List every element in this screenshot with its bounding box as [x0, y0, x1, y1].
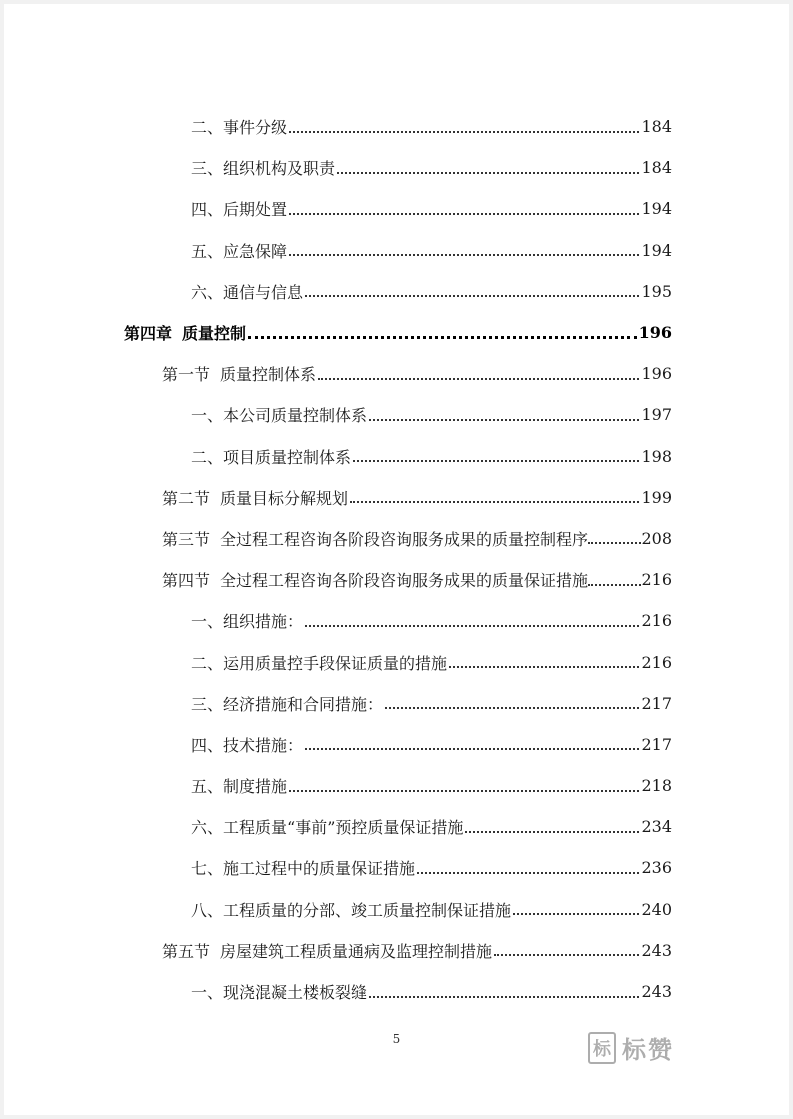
- toc-entry-page: 194: [641, 199, 672, 219]
- toc-entry[interactable]: [4, 971, 789, 1012]
- toc-dot-leader: [305, 748, 639, 750]
- toc-entry[interactable]: [4, 230, 789, 271]
- toc-entry-page: 216: [641, 570, 672, 590]
- watermark-badge-glyph: 标: [593, 1038, 611, 1060]
- toc-entry-number: 六、: [191, 818, 224, 838]
- toc-entry-number: 一、: [191, 612, 224, 632]
- toc-entry[interactable]: [4, 683, 789, 724]
- toc-dot-leader: [305, 625, 639, 627]
- toc-dot-leader: [588, 584, 641, 586]
- toc-dot-leader: [350, 501, 639, 503]
- toc-entry-page: 216: [641, 611, 672, 631]
- toc-entry-title: 质量控制: [182, 324, 247, 344]
- toc-entry-number: 八、: [191, 900, 224, 920]
- toc-dot-leader: [417, 872, 639, 874]
- toc-entry-title: 质量目标分解规划: [220, 488, 349, 508]
- toc-entry-page: 243: [641, 982, 672, 1002]
- toc-entry[interactable]: [4, 436, 789, 477]
- toc-entry[interactable]: [4, 724, 789, 765]
- toc-entry-number: 第五节: [162, 941, 211, 961]
- toc-entry-number: 二、: [191, 118, 224, 138]
- toc-entry-page: 216: [641, 652, 672, 672]
- toc-dot-leader: [588, 542, 641, 544]
- toc-entry-number: 四、: [191, 200, 224, 220]
- toc-entry-page: 198: [641, 446, 672, 466]
- toc-dot-leader: [369, 996, 639, 998]
- toc-entry-page: 217: [641, 693, 672, 713]
- toc-entry-page: 208: [641, 528, 672, 548]
- toc-entry[interactable]: [4, 188, 789, 229]
- toc-entry[interactable]: [4, 641, 789, 682]
- toc-entry[interactable]: [4, 477, 789, 518]
- toc-dot-leader: [353, 460, 639, 462]
- toc-entry-number: 第一节: [162, 365, 211, 385]
- toc-dot-leader: [289, 131, 639, 133]
- toc-entry[interactable]: [4, 147, 789, 188]
- toc-entry[interactable]: [4, 889, 789, 930]
- toc-dot-leader: [385, 707, 639, 709]
- toc-entry-number: 第二节: [162, 488, 211, 508]
- toc-entry-title: 通信与信息: [223, 282, 304, 302]
- toc-dot-leader: [318, 378, 639, 380]
- toc-entry-title: 技术措施：: [223, 735, 304, 755]
- toc-entry-number: 六、: [191, 282, 224, 302]
- toc-entry-title: 项目质量控制体系: [223, 447, 352, 467]
- toc-dot-leader: [465, 831, 639, 833]
- toc-entry[interactable]: [4, 518, 789, 559]
- toc-dot-leader: [494, 954, 639, 956]
- toc-entry-title: 经济措施和合同措施：: [223, 694, 384, 714]
- toc-entry[interactable]: [4, 271, 789, 312]
- toc-entry-title: 应急保障: [223, 241, 288, 261]
- toc-entry-number: 七、: [191, 859, 224, 879]
- watermark-logo: [588, 1030, 674, 1065]
- toc-entry-title: 施工过程中的质量保证措施: [223, 859, 416, 879]
- toc-entry[interactable]: [4, 106, 789, 147]
- toc-entry-title: 全过程工程咨询各阶段咨询服务成果的质量保证措施: [220, 571, 589, 591]
- toc-entry-title: 现浇混凝土楼板裂缝: [223, 983, 368, 1003]
- toc-entry-number: 一、: [191, 983, 224, 1003]
- toc-entry[interactable]: [4, 353, 789, 394]
- toc-entry-page: 240: [641, 899, 672, 919]
- toc-entry[interactable]: [4, 600, 789, 641]
- toc-entry-page: 196: [641, 364, 672, 384]
- toc-dot-leader: [337, 172, 639, 174]
- toc-entry-title: 工程质量“事前”预控质量保证措施: [223, 818, 464, 838]
- toc-dot-leader: [289, 254, 639, 256]
- toc-entry[interactable]: [4, 847, 789, 888]
- toc-entry-number: 第四章: [124, 324, 173, 344]
- watermark-text: 标赞: [622, 1036, 674, 1064]
- toc-entry-title: 组织措施：: [223, 612, 304, 632]
- toc-entry-number: 第四节: [162, 571, 211, 591]
- toc-entry[interactable]: [4, 806, 789, 847]
- toc-dot-leader: [248, 336, 637, 339]
- toc-dot-leader: [289, 213, 639, 215]
- toc-entry-number: 一、: [191, 406, 224, 426]
- toc-dot-leader: [369, 419, 639, 421]
- toc-entry-page: 184: [641, 158, 672, 178]
- toc-entry-page: 217: [641, 734, 672, 754]
- toc-entry-page: 199: [641, 487, 672, 507]
- toc-entry-number: 三、: [191, 159, 224, 179]
- toc-entry-number: 二、: [191, 447, 224, 467]
- toc-entry-number: 三、: [191, 694, 224, 714]
- page-number: 5: [392, 1032, 401, 1046]
- toc-dot-leader: [305, 295, 639, 297]
- toc-entry-number: 五、: [191, 777, 224, 797]
- toc-entry[interactable]: [4, 765, 789, 806]
- toc-entry-title: 房屋建筑工程质量通病及监理控制措施: [220, 941, 493, 961]
- toc-entry-page: 243: [641, 940, 672, 960]
- toc-entry-page: 195: [641, 281, 672, 301]
- toc-dot-leader: [449, 666, 639, 668]
- toc-entry-number: 四、: [191, 735, 224, 755]
- toc-entry-page: 236: [641, 858, 672, 878]
- toc-entry-number: 第三节: [162, 529, 211, 549]
- toc-entry-title: 组织机构及职责: [223, 159, 336, 179]
- toc-dot-leader: [513, 913, 639, 915]
- toc-entry[interactable]: [4, 394, 789, 435]
- toc-entry-number: 五、: [191, 241, 224, 261]
- toc-entry-title: 工程质量的分部、竣工质量控制保证措施: [223, 900, 512, 920]
- toc-entry-page: 196: [638, 323, 672, 343]
- toc-entry[interactable]: [4, 930, 789, 971]
- toc-entry-page: 218: [641, 776, 672, 796]
- toc-entry-title: 事件分级: [223, 118, 288, 138]
- watermark-badge-icon: [588, 1032, 616, 1064]
- toc-entry[interactable]: [4, 312, 789, 353]
- toc-entry-title: 运用质量控手段保证质量的措施: [223, 653, 448, 673]
- toc-entry-page: 234: [641, 817, 672, 837]
- toc-entry-title: 质量控制体系: [220, 365, 317, 385]
- toc-entry-page: 184: [641, 117, 672, 137]
- toc-entry-number: 二、: [191, 653, 224, 673]
- toc-entry-title: 本公司质量控制体系: [223, 406, 368, 426]
- toc-entry-title: 制度措施: [223, 777, 288, 797]
- toc-entry-page: 197: [641, 405, 672, 425]
- toc-entry-title: 后期处置: [223, 200, 288, 220]
- toc-entry-title: 全过程工程咨询各阶段咨询服务成果的质量控制程序: [220, 529, 589, 549]
- table-of-contents: [4, 106, 789, 1012]
- toc-entry[interactable]: [4, 559, 789, 600]
- document-page: [4, 4, 789, 1115]
- toc-entry-page: 194: [641, 240, 672, 260]
- toc-dot-leader: [289, 790, 639, 792]
